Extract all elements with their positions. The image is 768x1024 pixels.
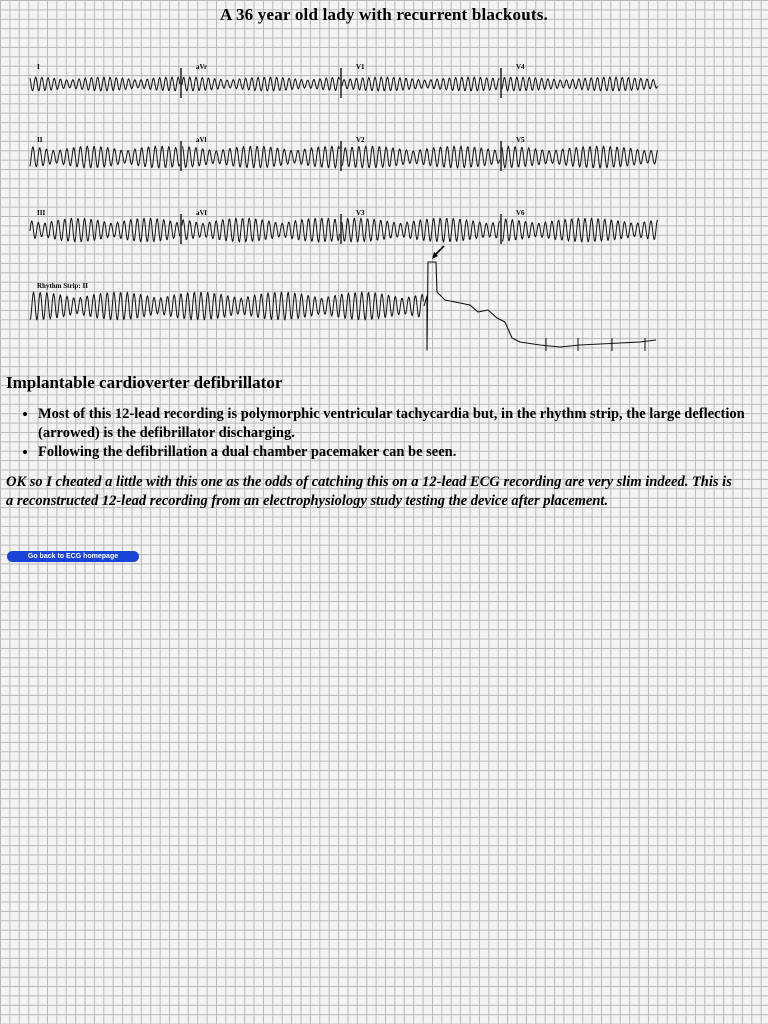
- lead-label: aVf: [196, 209, 207, 217]
- lead-label: aVl: [196, 136, 207, 144]
- list-item: • Most of this 12-lead recording is polymorphic ventricular tachycardia but, in the rhythm strip, the large deflection (arrowed) is the defibrillator discharging.: [38, 405, 750, 443]
- ecg-trace: [342, 218, 500, 242]
- lead-label: V2: [356, 136, 365, 144]
- lead-label: V4: [516, 63, 525, 71]
- lead-label: aVr: [196, 63, 208, 71]
- lead-label: I: [37, 63, 40, 71]
- back-to-homepage-button[interactable]: Go back to ECG homepage: [7, 551, 139, 562]
- author-note: OK so I cheated a little with this one as the odds of catching this on a 12-lead ECG recording are very slim indeed. This is a reconstructed 12-lead recording from an electrophysiology study testing the device after placement.: [6, 474, 732, 509]
- ecg-trace: [502, 146, 657, 168]
- lead-label: V3: [356, 209, 365, 217]
- lead-label: II: [37, 136, 43, 144]
- rhythm-strip-label: Rhythm Strip: II: [37, 282, 88, 290]
- ecg-tracing: [0, 0, 768, 360]
- ecg-waveforms: [30, 68, 657, 351]
- ecg-trace: [502, 77, 657, 91]
- page-title: A 36 year old lady with recurrent blackouts.: [219, 5, 549, 24]
- ecg-trace: [182, 218, 340, 242]
- ecg-trace: [424, 262, 656, 350]
- ecg-trace: [30, 218, 180, 242]
- ecg-trace: [502, 218, 657, 242]
- section-heading: Implantable cardioverter defibrillator: [6, 373, 283, 392]
- discharge-arrow-icon: [432, 246, 444, 259]
- list-item: • Following the defibrillation a dual chamber pacemaker can be seen.: [38, 443, 750, 462]
- ecg-trace: [30, 292, 423, 320]
- ecg-trace: [342, 77, 500, 91]
- ecg-trace: [342, 146, 500, 168]
- ecg-trace: [182, 146, 340, 168]
- ecg-trace: [30, 77, 180, 91]
- findings-list: [0, 405, 750, 462]
- ecg-trace: [30, 146, 180, 168]
- lead-label: III: [37, 209, 46, 217]
- lead-label: V5: [516, 136, 525, 144]
- lead-label: V1: [356, 63, 365, 71]
- lead-label: V6: [516, 209, 525, 217]
- ecg-trace: [182, 77, 340, 91]
